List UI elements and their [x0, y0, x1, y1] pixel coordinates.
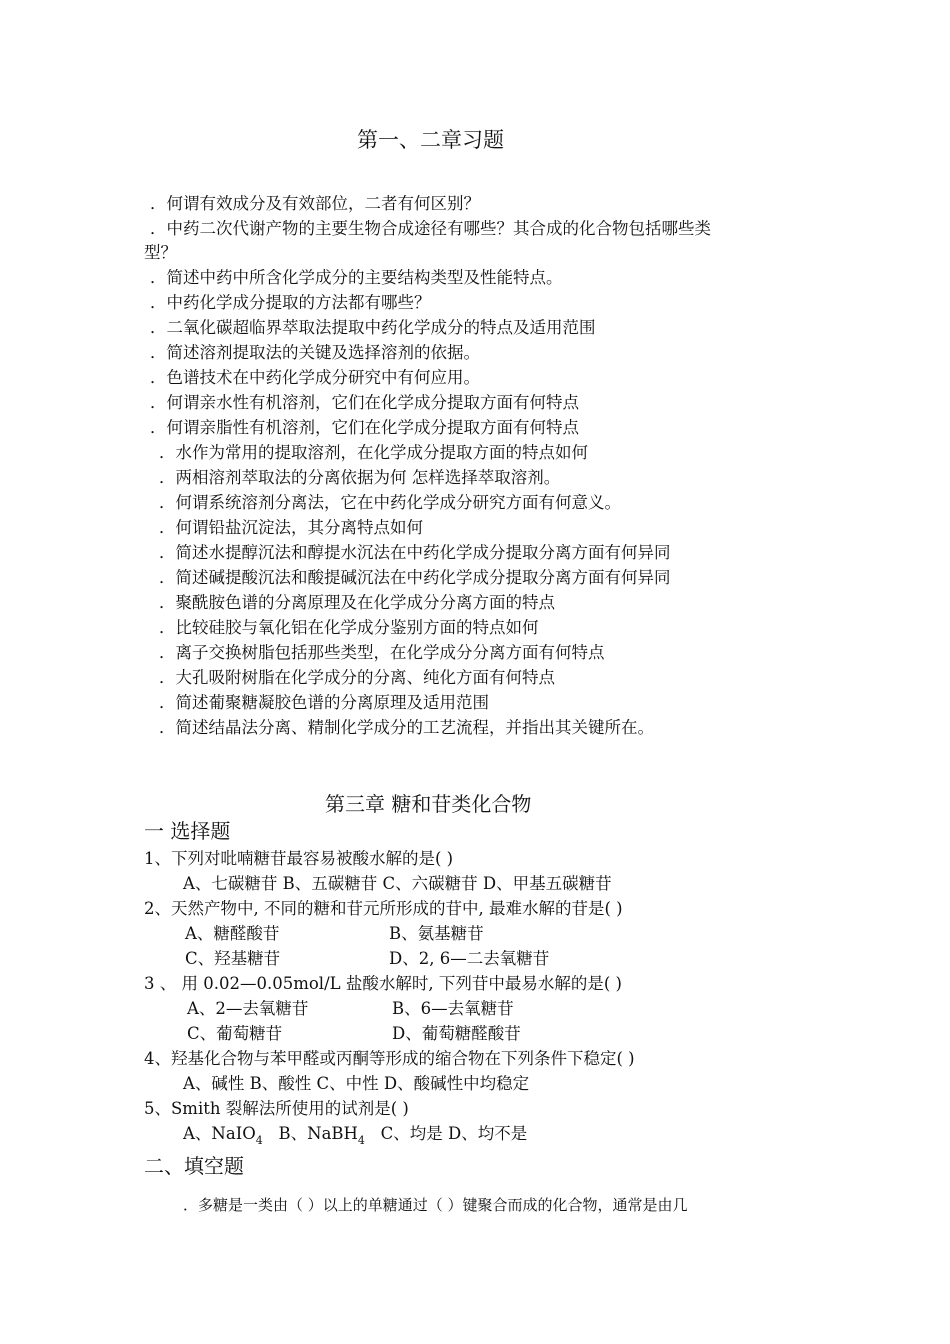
list-item: ．离子交换树脂包括那些类型，在化学成分分离方面有何特点 [159, 643, 605, 662]
list-item: ．二氧化碳超临界萃取法提取中药化学成分的特点及适用范围 [150, 318, 596, 337]
list-item: ．何谓亲脂性有机溶剂，它们在化学成分提取方面有何特点 [150, 418, 579, 437]
chapter-title: 第三章 糖和苷类化合物 [325, 792, 532, 816]
question-2: 2、天然产物中, 不同的糖和苷元所形成的苷中, 最难水解的苷是( ) [144, 899, 623, 918]
option-a: A、NaIO [183, 1124, 256, 1143]
list-item: ．何谓有效成分及有效部位，二者有何区别？ [150, 194, 480, 213]
question-1-options: A、七碳糖苷 B、五碳糖苷 C、六碳糖苷 D、甲基五碳糖苷 [183, 874, 612, 893]
page-title: 第一、二章习题 [357, 128, 504, 152]
list-item: ．大孔吸附树脂在化学成分的分离、纯化方面有何特点 [159, 668, 555, 687]
option-a: A、糖醛酸苷 [185, 924, 280, 943]
option-b: B、6—去氧糖苷 [392, 999, 514, 1018]
list-item: ．聚酰胺色谱的分离原理及在化学成分分离方面的特点 [159, 593, 555, 612]
option-c: C、羟基糖苷 [185, 949, 281, 968]
list-item: ．何谓亲水性有机溶剂，它们在化学成分提取方面有何特点 [150, 393, 579, 412]
list-item: ．简述葡聚糖凝胶色谱的分离原理及适用范围 [159, 693, 489, 712]
question-5: 5、Smith 裂解法所使用的试剂是( ) [144, 1099, 409, 1118]
option-d: D、2, 6—二去氧糖苷 [389, 949, 550, 968]
list-item: ．简述中药中所含化学成分的主要结构类型及性能特点。 [150, 268, 563, 287]
subscript: 4 [255, 1134, 263, 1147]
list-item: ．比较硅胶与氧化铝在化学成分鉴别方面的特点如何 [159, 618, 539, 637]
list-item: 型？ [144, 243, 177, 262]
option-b: B、NaBH [278, 1124, 358, 1143]
option-a: A、2—去氧糖苷 [187, 999, 309, 1018]
list-item: ．何谓铅盐沉淀法，其分离特点如何 [159, 518, 423, 537]
option-d: D、葡萄糖醛酸苷 [392, 1024, 521, 1043]
section-heading: 一 选择题 [144, 819, 231, 843]
list-item: ．简述水提醇沉法和醇提水沉法在中药化学成分提取分离方面有何异同 [159, 543, 671, 562]
question-4-options: A、碱性 B、酸性 C、中性 D、酸碱性中均稳定 [183, 1074, 530, 1093]
list-item: ．何谓系统溶剂分离法，它在中药化学成分研究方面有何意义。 [159, 493, 621, 512]
subscript: 4 [357, 1134, 365, 1147]
list-item: ．水作为常用的提取溶剂，在化学成分提取方面的特点如何 [159, 443, 588, 462]
list-item: ．两相溶剂萃取法的分离依据为何 怎样选择萃取溶剂。 [159, 468, 561, 487]
question-3: 3 、 用 0.02—0.05mol/L 盐酸水解时, 下列苷中最易水解的是( ) [144, 974, 622, 993]
list-item: ．简述碱提酸沉法和酸提碱沉法在中药化学成分提取分离方面有何异同 [159, 568, 671, 587]
list-item: ．简述结晶法分离、精制化学成分的工艺流程，并指出其关键所在。 [159, 718, 654, 737]
list-item: ．色谱技术在中药化学成分研究中有何应用。 [150, 368, 480, 387]
option-c: C、葡萄糖苷 [187, 1024, 283, 1043]
list-item: ．中药二次代谢产物的主要生物合成途径有哪些？其合成的化合物包括哪些类 [150, 219, 711, 238]
question-5-options [183, 1120, 527, 1147]
question-1: 1、下列对吡喃糖苷最容易被酸水解的是( ) [144, 849, 454, 868]
list-item: ．简述溶剂提取法的关键及选择溶剂的依据。 [150, 343, 480, 362]
option-b: B、氨基糖苷 [389, 924, 484, 943]
section-heading: 二、填空题 [144, 1154, 244, 1178]
fill-question-1: ．多糖是一类由（ ）以上的单糖通过（ ）键聚合而成的化合物，通常是由几 [183, 1196, 688, 1214]
question-4: 4、羟基化合物与苯甲醛或丙酮等形成的缩合物在下列条件下稳定( ) [144, 1049, 635, 1068]
option-cd: C、均是 D、均不是 [380, 1124, 528, 1143]
list-item: ．中药化学成分提取的方法都有哪些？ [150, 293, 431, 312]
